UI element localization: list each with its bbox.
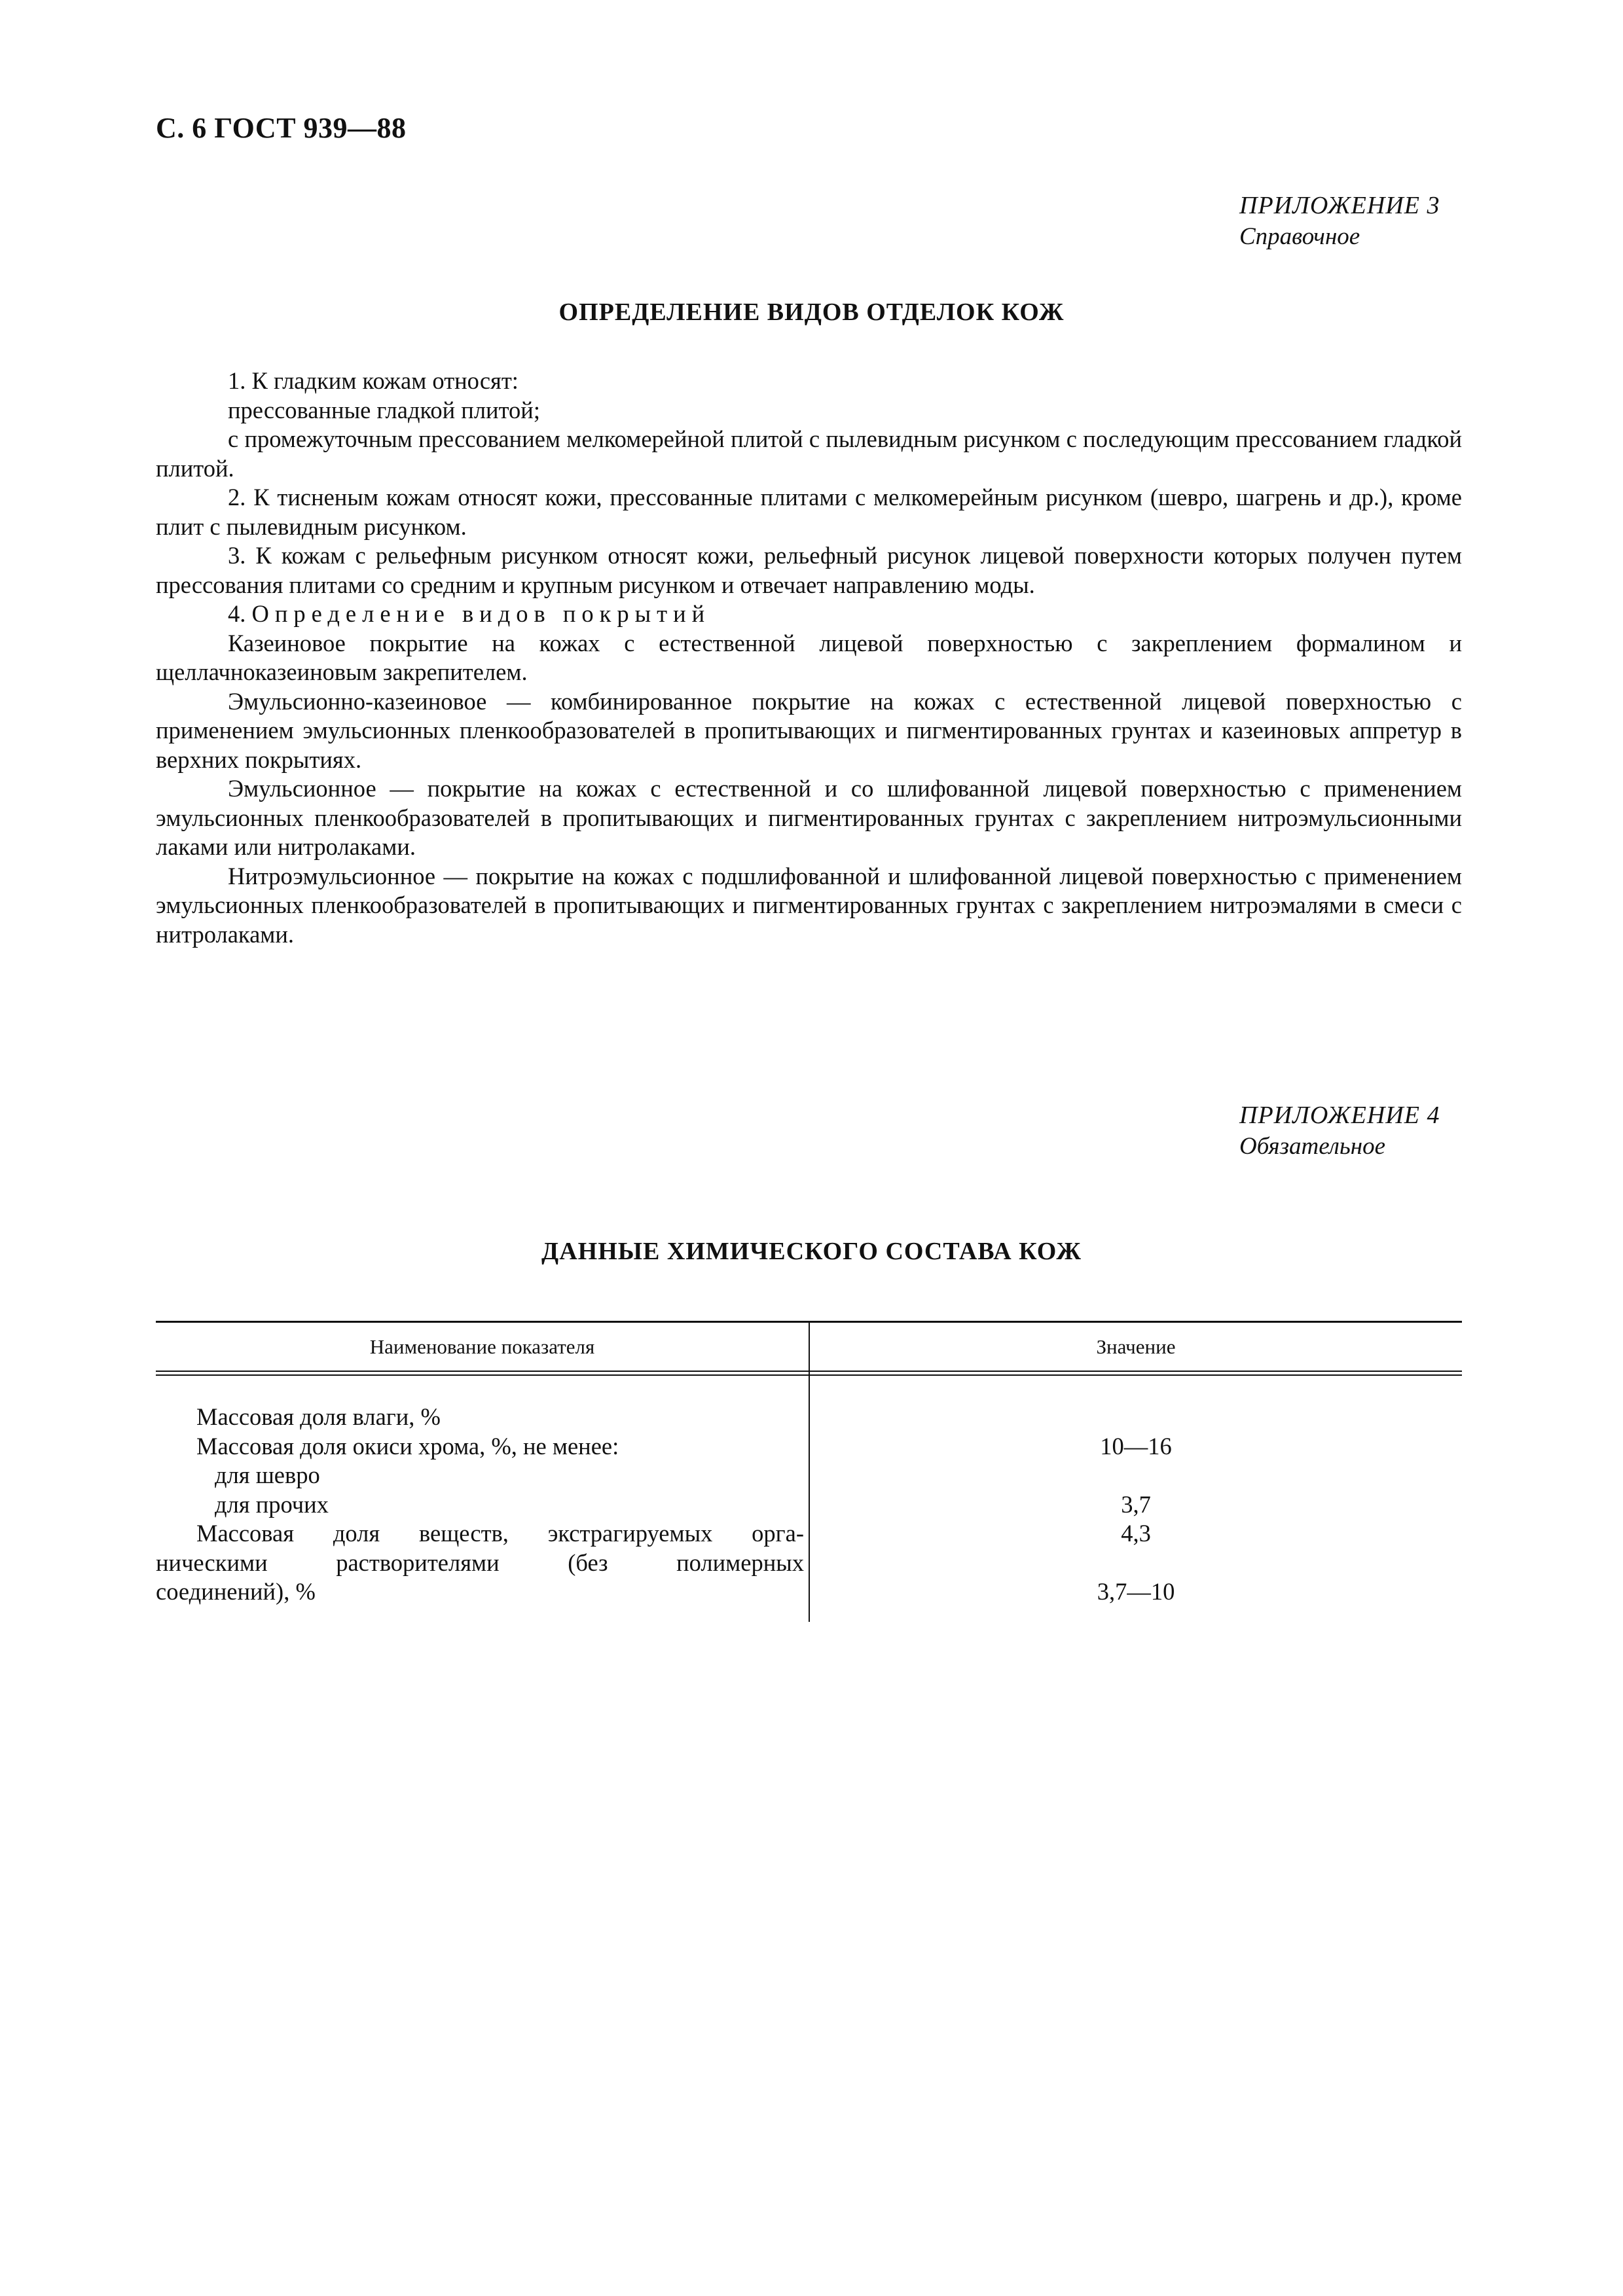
appendix-number: ПРИЛОЖЕНИЕ 3 (1239, 192, 1440, 219)
chemical-composition-table (156, 1321, 1462, 1622)
table-cell: соединений), % (156, 1578, 316, 1605)
paragraph: с промежуточным прессованием мелкомерейной плитой с пылевидным рисунком с последующим прессованием гладкой плитой. (156, 425, 1462, 482)
paragraph: Казеиновое покрытие на кожах с естественной лицевой поверхностью с закреплением формалином и щеллачноказеиновым закрепителем. (156, 629, 1462, 685)
table-cell: 3,7—10 (1097, 1578, 1175, 1605)
table-cell: для прочих (215, 1490, 329, 1518)
paragraph: Эмульсионное — покрытие на кожах с естественной и со шлифованной лицевой поверхностью с применением эмульсионных пленкообразователей в пропитывающих и пигментированных грунтах с закреплением нитроэмульсионными лаками или нитролаками. (156, 775, 1462, 860)
appendix-3-label (1239, 190, 1440, 253)
table-cell: Массовая доля влаги, % (196, 1403, 441, 1430)
paragraph: Эмульсионно-казеиновое — комбинированное покрытие на кожах с естественной лицевой поверхностью с применением эмульсионных пленкообразователей в пропитывающих и пигментированных грунтах и казеиновых аппретур в верхних покрытиях. (156, 687, 1462, 773)
paragraph: Нитроэмульсионное — покрытие на кожах с подшлифованной и шлифованной лицевой поверхностью с применением эмульсионных пленкообразователей в пропитывающих и пигментированных грунтах с закреплением нитроэмалями в смеси с нитролаками. (156, 862, 1462, 948)
paragraph: 2. К тисненым кожам относят кожи, прессованные плитами с мелкомерейным рисунком (шевро, шагрень и др.), кроме плит с пылевидным рисунком. (156, 484, 1462, 540)
table-names-column (156, 1403, 804, 1607)
appendix-3-body (156, 367, 1462, 949)
table-cell: 3,7 (1121, 1490, 1151, 1518)
table-cell: для шевро (215, 1462, 320, 1488)
table-cell (810, 1461, 1462, 1490)
table-header-name: Наименование показателя (369, 1335, 595, 1358)
table-values-column (810, 1403, 1462, 1607)
table-cell: Массовая доля веществ, экстрагируемых орга- (196, 1520, 804, 1547)
appendix-4-label (1239, 1100, 1440, 1162)
table-header-value: Значение (1096, 1335, 1176, 1358)
table-cell (810, 1403, 1462, 1432)
table-cell: 10—16 (1100, 1432, 1172, 1460)
paragraph: 1. К гладким кожам относят: (228, 367, 519, 394)
page-header: С. 6 ГОСТ 939—88 (156, 112, 407, 144)
table-cell: 4,3 (1121, 1520, 1151, 1547)
paragraph: прессованные гладкой плитой; (228, 396, 540, 423)
subsection-title: Определение видов покрытий (251, 600, 711, 627)
appendix-kind: Справочное (1239, 223, 1360, 250)
table-cell: Массовая доля окиси хрома, %, не менее: (196, 1432, 619, 1460)
subsection-heading (156, 600, 1462, 629)
subsection-number: 4. (228, 600, 246, 627)
section-title: ДАННЫЕ ХИМИЧЕСКОГО СОСТАВА КОЖ (541, 1238, 1082, 1265)
appendix-kind: Обязательное (1239, 1133, 1386, 1160)
table-cell: ническими растворителями (без полимерных (156, 1549, 804, 1576)
paragraph: 3. К кожам с рельефным рисунком относят кожи, рельефный рисунок лицевой поверхности которых получен путем прессования плитами со средним и крупным рисунком и отвечает направлению моды. (156, 542, 1462, 598)
appendix-number: ПРИЛОЖЕНИЕ 4 (1239, 1102, 1440, 1129)
table-cell (810, 1549, 1462, 1578)
section-title: ОПРЕДЕЛЕНИЕ ВИДОВ ОТДЕЛОК КОЖ (558, 298, 1065, 326)
